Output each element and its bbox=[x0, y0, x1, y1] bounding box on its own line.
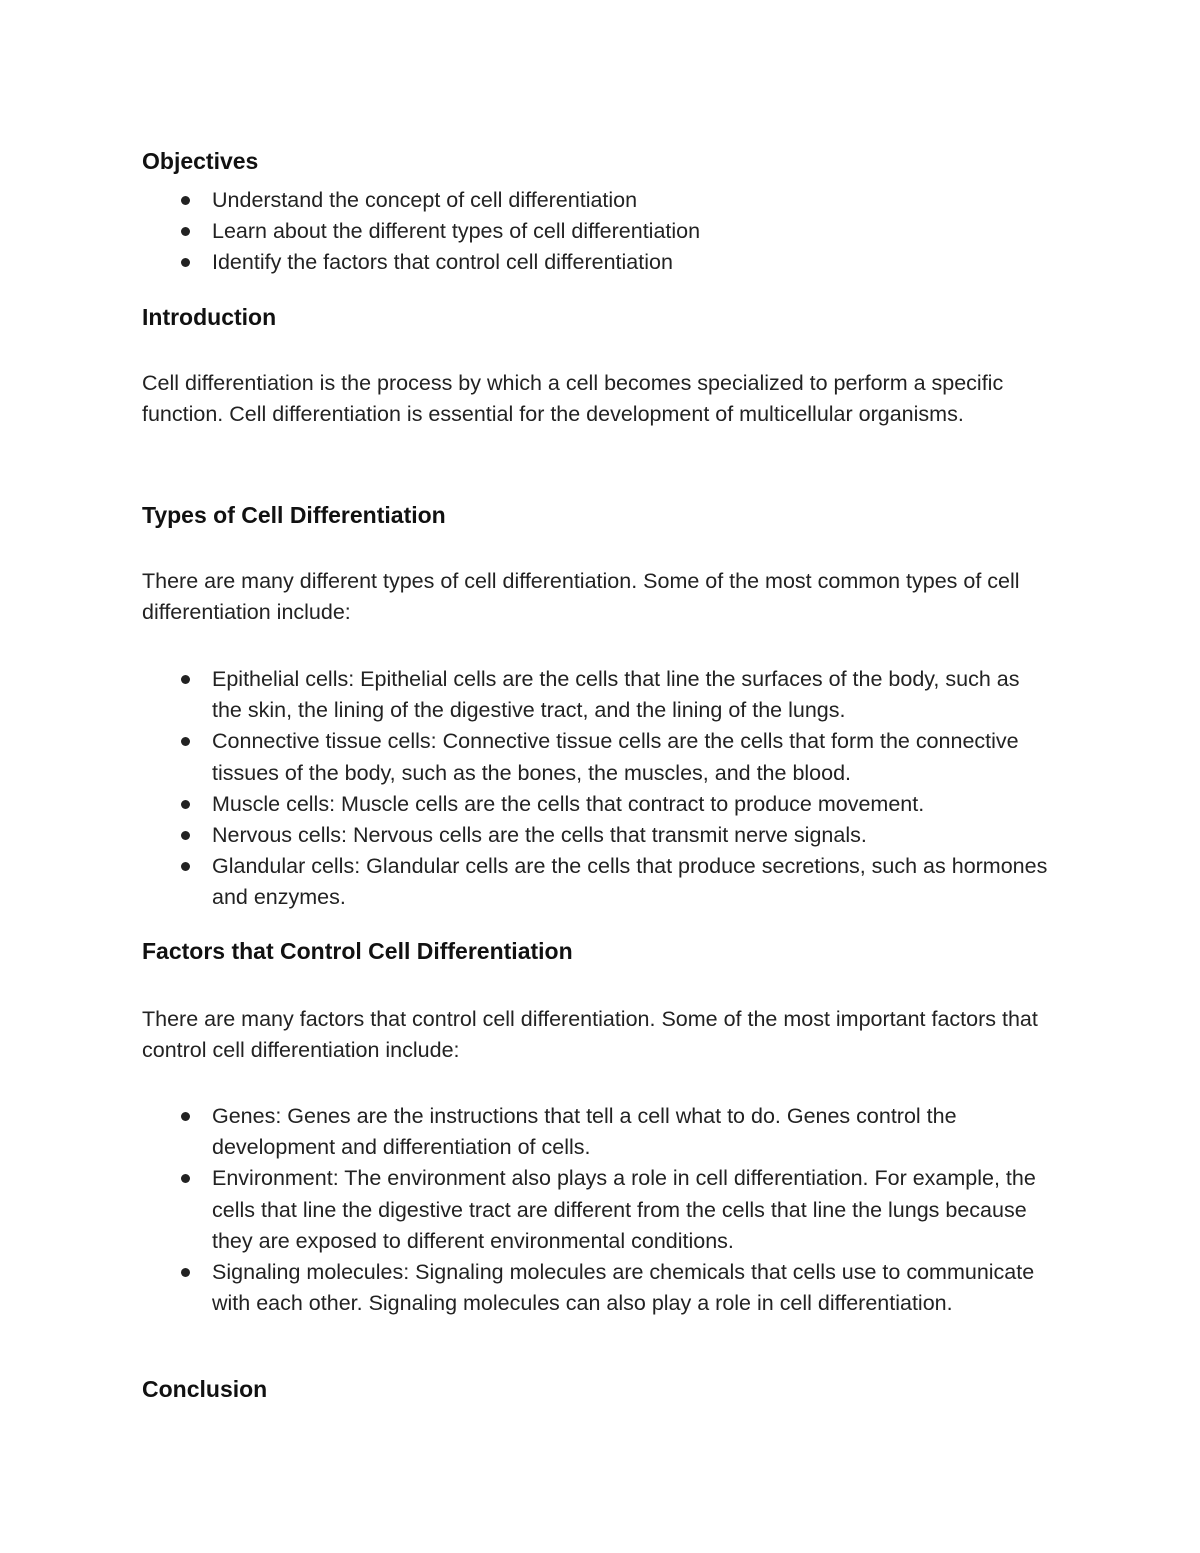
factors-paragraph: There are many factors that control cell differentiation. Some of the most important factors that control cell differentiation include: bbox=[142, 1007, 1038, 1063]
introduction-heading: Introduction bbox=[142, 304, 277, 330]
bullet-icon bbox=[181, 737, 190, 746]
bullet-icon bbox=[181, 227, 190, 236]
list-item: Signaling molecules: Signaling molecules are chemicals that cells use to communicate with each other. Signaling molecules can also play a role in cell differentiation. bbox=[142, 1257, 1052, 1319]
list-item: Genes: Genes are the instructions that tell a cell what to do. Genes control the development and differentiation of cells. bbox=[142, 1101, 1052, 1163]
bullet-icon bbox=[181, 831, 190, 840]
objectives-heading: Objectives bbox=[142, 148, 259, 174]
list-item: Epithelial cells: Epithelial cells are the cells that line the surfaces of the body, such as the skin, the lining of the digestive tract, and the lining of the lungs. bbox=[142, 664, 1052, 726]
list-item: Understand the concept of cell differentiation bbox=[142, 185, 1052, 216]
bullet-icon bbox=[181, 1268, 190, 1277]
factors-list bbox=[142, 1101, 1052, 1319]
list-item: Muscle cells: Muscle cells are the cells that contract to produce movement. bbox=[142, 789, 1052, 820]
list-item: Nervous cells: Nervous cells are the cells that transmit nerve signals. bbox=[142, 820, 1052, 851]
objectives-list bbox=[142, 185, 1052, 279]
bullet-icon bbox=[181, 675, 190, 684]
list-item: Learn about the different types of cell differentiation bbox=[142, 216, 1052, 247]
types-heading: Types of Cell Differentiation bbox=[142, 502, 446, 528]
list-item: Environment: The environment also plays a role in cell differentiation. For example, the cells that line the digestive tract are different from the cells that line the lungs because they are exposed to different environmental conditions. bbox=[142, 1163, 1052, 1257]
introduction-paragraph: Cell differentiation is the process by which a cell becomes specialized to perform a specific function. Cell differentiation is essential for the development of multicellular organisms. bbox=[142, 371, 1004, 427]
types-paragraph: There are many different types of cell differentiation. Some of the most common types of cell differentiation include: bbox=[142, 569, 1020, 625]
bullet-icon bbox=[181, 1174, 190, 1183]
bullet-icon bbox=[181, 862, 190, 871]
conclusion-heading: Conclusion bbox=[142, 1376, 268, 1402]
list-item: Connective tissue cells: Connective tissue cells are the cells that form the connective tissues of the body, such as the bones, the muscles, and the blood. bbox=[142, 726, 1052, 788]
bullet-icon bbox=[181, 258, 190, 267]
factors-heading: Factors that Control Cell Differentiation bbox=[142, 938, 573, 964]
bullet-icon bbox=[181, 1112, 190, 1121]
bullet-icon bbox=[181, 800, 190, 809]
list-item: Glandular cells: Glandular cells are the cells that produce secretions, such as hormones and enzymes. bbox=[142, 851, 1052, 913]
list-item: Identify the factors that control cell differentiation bbox=[142, 247, 1052, 278]
types-list bbox=[142, 664, 1052, 914]
bullet-icon bbox=[181, 196, 190, 205]
